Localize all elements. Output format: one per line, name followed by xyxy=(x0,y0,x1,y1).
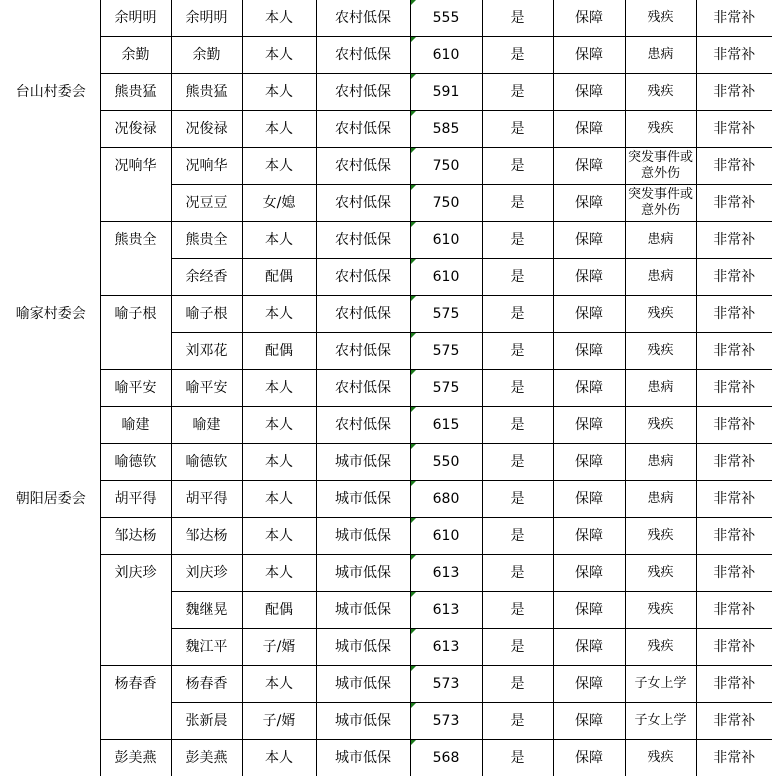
amount-cell[interactable]: 613 xyxy=(410,555,482,592)
member-name-cell[interactable]: 熊贵全 xyxy=(171,222,242,259)
table-row xyxy=(0,74,772,111)
flag-cell[interactable]: 是 xyxy=(482,333,553,370)
household-head-cell[interactable] xyxy=(100,259,171,296)
subsidy-kind-cell[interactable]: 非常补 xyxy=(696,148,772,185)
member-name-cell[interactable]: 彭美燕 xyxy=(171,740,242,777)
relation-cell[interactable]: 女/媳 xyxy=(242,185,316,222)
community-cell[interactable]: 台山村委会 xyxy=(0,74,100,111)
amount-cell[interactable]: 575 xyxy=(410,296,482,333)
community-cell[interactable] xyxy=(0,37,100,74)
amount-cell[interactable]: 613 xyxy=(410,592,482,629)
reason-cell[interactable]: 残疾 xyxy=(625,0,696,37)
table-row xyxy=(0,222,772,259)
category-cell[interactable]: 保障 xyxy=(553,444,625,481)
reason-cell[interactable]: 患病 xyxy=(625,444,696,481)
relation-cell[interactable]: 本人 xyxy=(242,148,316,185)
household-head-cell[interactable]: 喻平安 xyxy=(100,370,171,407)
household-head-cell[interactable]: 喻德钦 xyxy=(100,444,171,481)
subsidy-kind-cell[interactable]: 非常补 xyxy=(696,259,772,296)
member-name-cell[interactable]: 余明明 xyxy=(171,0,242,37)
member-name-cell[interactable]: 喻德钦 xyxy=(171,444,242,481)
subsidy-kind-cell[interactable]: 非常补 xyxy=(696,111,772,148)
relation-cell[interactable]: 本人 xyxy=(242,666,316,703)
subsidy-kind-cell[interactable]: 非常补 xyxy=(696,407,772,444)
community-cell[interactable] xyxy=(0,666,100,703)
category-cell[interactable]: 保障 xyxy=(553,148,625,185)
household-head-cell[interactable]: 熊贵全 xyxy=(100,222,171,259)
relation-cell[interactable]: 本人 xyxy=(242,370,316,407)
member-name-cell[interactable]: 张新晨 xyxy=(171,703,242,740)
assistance-type-cell[interactable]: 农村低保 xyxy=(316,0,410,37)
flag-cell[interactable]: 是 xyxy=(482,703,553,740)
assistance-type-cell[interactable]: 城市低保 xyxy=(316,629,410,666)
category-cell[interactable]: 保障 xyxy=(553,37,625,74)
subsidy-kind-cell[interactable]: 非常补 xyxy=(696,370,772,407)
community-cell[interactable] xyxy=(0,148,100,185)
member-name-cell[interactable]: 喻平安 xyxy=(171,370,242,407)
reason-cell[interactable]: 患病 xyxy=(625,259,696,296)
subsidy-kind-cell[interactable]: 非常补 xyxy=(696,481,772,518)
table-row xyxy=(0,740,772,777)
assistance-type-cell[interactable]: 农村低保 xyxy=(316,74,410,111)
member-name-cell[interactable]: 熊贵猛 xyxy=(171,74,242,111)
relation-cell[interactable]: 本人 xyxy=(242,222,316,259)
reason-cell[interactable]: 残疾 xyxy=(625,555,696,592)
household-head-cell[interactable] xyxy=(100,703,171,740)
relation-cell[interactable]: 子/婿 xyxy=(242,629,316,666)
amount-cell[interactable]: 585 xyxy=(410,111,482,148)
household-head-cell[interactable]: 余勤 xyxy=(100,37,171,74)
category-cell[interactable]: 保障 xyxy=(553,666,625,703)
subsidy-kind-cell[interactable]: 非常补 xyxy=(696,703,772,740)
member-name-cell[interactable]: 刘邓花 xyxy=(171,333,242,370)
flag-cell[interactable]: 是 xyxy=(482,740,553,777)
reason-cell[interactable]: 残疾 xyxy=(625,518,696,555)
flag-cell[interactable]: 是 xyxy=(482,259,553,296)
community-cell[interactable] xyxy=(0,740,100,777)
relation-cell[interactable]: 本人 xyxy=(242,407,316,444)
table-row xyxy=(0,666,772,703)
community-cell[interactable] xyxy=(0,555,100,592)
household-head-cell[interactable]: 彭美燕 xyxy=(100,740,171,777)
table-row xyxy=(0,518,772,555)
household-head-cell[interactable]: 况俊禄 xyxy=(100,111,171,148)
table-row xyxy=(0,111,772,148)
relation-cell[interactable]: 本人 xyxy=(242,481,316,518)
subsidy-kind-cell[interactable]: 非常补 xyxy=(696,592,772,629)
member-name-cell[interactable]: 杨春香 xyxy=(171,666,242,703)
relation-cell[interactable]: 本人 xyxy=(242,444,316,481)
household-head-cell[interactable]: 杨春香 xyxy=(100,666,171,703)
flag-cell[interactable]: 是 xyxy=(482,148,553,185)
member-name-cell[interactable]: 刘庆珍 xyxy=(171,555,242,592)
reason-cell[interactable]: 残疾 xyxy=(625,592,696,629)
assistance-type-cell[interactable]: 城市低保 xyxy=(316,518,410,555)
amount-cell[interactable]: 750 xyxy=(410,148,482,185)
category-cell[interactable]: 保障 xyxy=(553,296,625,333)
category-cell[interactable]: 保障 xyxy=(553,370,625,407)
member-name-cell[interactable]: 胡平得 xyxy=(171,481,242,518)
member-name-cell[interactable]: 况俊禄 xyxy=(171,111,242,148)
flag-cell[interactable]: 是 xyxy=(482,0,553,37)
household-head-cell[interactable]: 熊贵猛 xyxy=(100,74,171,111)
amount-cell[interactable]: 680 xyxy=(410,481,482,518)
assistance-type-cell[interactable]: 农村低保 xyxy=(316,259,410,296)
category-cell[interactable]: 保障 xyxy=(553,518,625,555)
assistance-type-cell[interactable]: 城市低保 xyxy=(316,444,410,481)
table-row xyxy=(0,555,772,592)
member-name-cell[interactable]: 喻子根 xyxy=(171,296,242,333)
household-head-cell[interactable]: 喻子根 xyxy=(100,296,171,333)
assistance-type-cell[interactable]: 城市低保 xyxy=(316,592,410,629)
relation-cell[interactable]: 本人 xyxy=(242,74,316,111)
subsidy-kind-cell[interactable]: 非常补 xyxy=(696,296,772,333)
subsidy-kind-cell[interactable]: 非常补 xyxy=(696,444,772,481)
relation-cell[interactable]: 本人 xyxy=(242,296,316,333)
subsidy-kind-cell[interactable]: 非常补 xyxy=(696,185,772,222)
table-row xyxy=(0,37,772,74)
amount-cell[interactable]: 610 xyxy=(410,259,482,296)
relation-cell[interactable]: 配偶 xyxy=(242,592,316,629)
amount-cell[interactable]: 568 xyxy=(410,740,482,777)
subsidy-kind-cell[interactable]: 非常补 xyxy=(713,750,756,766)
category-cell[interactable]: 保障 xyxy=(553,185,625,222)
member-name-cell[interactable]: 魏继晃 xyxy=(171,592,242,629)
reason-cell[interactable]: 残疾 xyxy=(625,407,696,444)
flag-cell[interactable]: 是 xyxy=(482,296,553,333)
category-cell[interactable]: 保障 xyxy=(553,259,625,296)
community-cell[interactable] xyxy=(0,407,100,444)
member-name-cell[interactable]: 余经香 xyxy=(171,259,242,296)
relation-cell[interactable]: 本人 xyxy=(242,0,316,37)
reason-cell[interactable]: 残疾 xyxy=(625,740,696,777)
flag-cell[interactable]: 是 xyxy=(482,444,553,481)
subsidy-kind-cell[interactable]: 非常补 xyxy=(696,555,772,592)
assistance-type-cell[interactable]: 农村低保 xyxy=(316,185,410,222)
table-row xyxy=(0,407,772,444)
relation-cell[interactable]: 配偶 xyxy=(242,333,316,370)
community-cell[interactable] xyxy=(0,111,100,148)
amount-cell[interactable]: 591 xyxy=(410,74,482,111)
amount-cell[interactable]: 750 xyxy=(410,185,482,222)
category-cell[interactable]: 保障 xyxy=(553,222,625,259)
household-head-cell[interactable] xyxy=(100,592,171,629)
assistance-type-cell[interactable]: 城市低保 xyxy=(316,666,410,703)
category-cell[interactable]: 保障 xyxy=(553,333,625,370)
category-cell[interactable]: 保障 xyxy=(553,740,625,777)
table-row xyxy=(0,259,772,296)
reason-cell[interactable]: 子女上学 xyxy=(625,666,696,703)
reason-cell[interactable]: 患病 xyxy=(625,481,696,518)
assistance-type-cell[interactable]: 农村低保 xyxy=(316,111,410,148)
amount-cell[interactable]: 613 xyxy=(410,629,482,666)
amount-cell[interactable]: 573 xyxy=(410,703,482,740)
household-head-cell[interactable]: 胡平得 xyxy=(100,481,171,518)
flag-cell[interactable]: 是 xyxy=(482,592,553,629)
subsidy-kind-cell[interactable]: 非常补 xyxy=(696,222,772,259)
table-row xyxy=(0,703,772,740)
member-name-cell[interactable]: 喻建 xyxy=(171,407,242,444)
relation-cell[interactable]: 本人 xyxy=(242,740,316,777)
assistance-type-cell[interactable]: 农村低保 xyxy=(316,296,410,333)
household-head-cell[interactable] xyxy=(100,333,171,370)
flag-cell[interactable]: 是 xyxy=(482,74,553,111)
table-row xyxy=(0,185,772,222)
table-row xyxy=(0,0,772,37)
reason-cell[interactable]: 残疾 xyxy=(625,629,696,666)
category-cell[interactable]: 保障 xyxy=(553,111,625,148)
relation-cell[interactable]: 本人 xyxy=(242,111,316,148)
household-head-cell[interactable] xyxy=(100,629,171,666)
relation-cell[interactable]: 配偶 xyxy=(242,259,316,296)
member-name-cell[interactable]: 况豆豆 xyxy=(171,185,242,222)
table-row xyxy=(0,148,772,185)
member-name-cell[interactable]: 余勤 xyxy=(171,37,242,74)
community-cell[interactable]: 朝阳居委会 xyxy=(0,481,100,518)
subsidy-kind-cell[interactable]: 非常补 xyxy=(696,666,772,703)
amount-cell[interactable]: 573 xyxy=(410,666,482,703)
subsidy-kind-cell[interactable]: 非常补 xyxy=(696,333,772,370)
flag-cell[interactable]: 是 xyxy=(482,481,553,518)
flag-cell[interactable]: 是 xyxy=(482,185,553,222)
flag-cell[interactable]: 是 xyxy=(482,370,553,407)
reason-cell[interactable]: 残疾 xyxy=(625,333,696,370)
category-cell[interactable]: 保障 xyxy=(553,0,625,37)
relation-cell[interactable]: 本人 xyxy=(242,37,316,74)
community-cell[interactable] xyxy=(0,222,100,259)
category-cell[interactable]: 保障 xyxy=(553,629,625,666)
reason-cell[interactable]: 残疾 xyxy=(625,111,696,148)
flag-cell[interactable]: 是 xyxy=(482,666,553,703)
category-cell[interactable]: 保障 xyxy=(553,555,625,592)
relation-cell[interactable]: 子/婿 xyxy=(242,703,316,740)
community-cell[interactable] xyxy=(0,370,100,407)
assistance-type-cell[interactable]: 城市低保 xyxy=(316,555,410,592)
subsidy-kind-cell[interactable]: 非常补 xyxy=(696,518,772,555)
reason-cell[interactable]: 患病 xyxy=(625,37,696,74)
community-cell[interactable] xyxy=(0,518,100,555)
category-cell[interactable]: 保障 xyxy=(553,74,625,111)
relation-cell[interactable]: 本人 xyxy=(242,518,316,555)
reason-cell[interactable]: 患病 xyxy=(625,222,696,259)
household-head-cell[interactable]: 况响华 xyxy=(100,148,171,185)
table-row xyxy=(0,592,772,629)
flag-cell[interactable]: 是 xyxy=(482,629,553,666)
table-row xyxy=(0,333,772,370)
member-name-cell[interactable]: 魏江平 xyxy=(171,629,242,666)
amount-cell[interactable]: 610 xyxy=(410,222,482,259)
assistance-type-cell[interactable]: 城市低保 xyxy=(316,481,410,518)
relation-cell[interactable]: 本人 xyxy=(242,555,316,592)
table-row xyxy=(0,296,772,333)
community-cell[interactable] xyxy=(0,259,100,296)
subsidy-kind-cell[interactable]: 非常补 xyxy=(696,74,772,111)
reason-cell[interactable]: 突发事件或意外伤 xyxy=(625,185,696,222)
community-cell[interactable] xyxy=(0,592,100,629)
community-cell[interactable]: 喻家村委会 xyxy=(0,296,100,333)
subsidy-kind-cell[interactable]: 非常补 xyxy=(696,0,772,37)
household-head-cell[interactable]: 刘庆珍 xyxy=(100,555,171,592)
amount-cell[interactable]: 550 xyxy=(410,444,482,481)
household-head-cell[interactable]: 余明明 xyxy=(100,0,171,37)
assistance-type-cell[interactable]: 农村低保 xyxy=(316,37,410,74)
assistance-type-cell[interactable]: 农村低保 xyxy=(316,370,410,407)
flag-cell[interactable]: 是 xyxy=(482,222,553,259)
category-cell[interactable]: 保障 xyxy=(553,592,625,629)
community-cell[interactable] xyxy=(0,0,100,37)
community-cell[interactable] xyxy=(0,333,100,370)
assistance-type-cell[interactable]: 农村低保 xyxy=(316,222,410,259)
community-cell[interactable] xyxy=(0,703,100,740)
assistance-type-cell[interactable]: 农村低保 xyxy=(316,407,410,444)
flag-cell[interactable]: 是 xyxy=(482,407,553,444)
subsidy-kind-cell[interactable]: 非常补 xyxy=(696,37,772,74)
amount-cell[interactable]: 615 xyxy=(410,407,482,444)
flag-cell[interactable]: 是 xyxy=(482,518,553,555)
flag-cell[interactable]: 是 xyxy=(482,111,553,148)
category-cell[interactable]: 保障 xyxy=(553,481,625,518)
assistance-type-cell[interactable]: 城市低保 xyxy=(316,740,410,777)
community-cell[interactable] xyxy=(0,185,100,222)
subsidy-kind-cell[interactable]: 非常补 xyxy=(696,629,772,666)
reason-cell[interactable]: 子女上学 xyxy=(625,703,696,740)
table-row xyxy=(0,481,772,518)
member-name-cell[interactable]: 况响华 xyxy=(171,148,242,185)
reason-cell[interactable]: 残疾 xyxy=(625,74,696,111)
assistance-type-cell[interactable]: 农村低保 xyxy=(316,333,410,370)
amount-cell[interactable]: 575 xyxy=(410,333,482,370)
assistance-type-cell[interactable]: 农村低保 xyxy=(316,148,410,185)
category-cell[interactable]: 保障 xyxy=(553,407,625,444)
assistance-type-cell[interactable]: 城市低保 xyxy=(316,703,410,740)
category-cell[interactable]: 保障 xyxy=(553,703,625,740)
amount-cell[interactable]: 610 xyxy=(410,518,482,555)
table-row xyxy=(0,370,772,407)
community-cell[interactable] xyxy=(0,444,100,481)
reason-cell[interactable]: 突发事件或意外伤 xyxy=(625,148,696,185)
flag-cell[interactable]: 是 xyxy=(482,555,553,592)
reason-cell[interactable]: 残疾 xyxy=(625,296,696,333)
member-name-cell[interactable]: 邹达杨 xyxy=(171,518,242,555)
amount-cell[interactable]: 575 xyxy=(410,370,482,407)
table-row xyxy=(0,444,772,481)
table-row xyxy=(0,629,772,666)
community-cell[interactable] xyxy=(0,629,100,666)
household-head-cell[interactable] xyxy=(100,185,171,222)
household-head-cell[interactable]: 邹达杨 xyxy=(100,518,171,555)
flag-cell[interactable]: 是 xyxy=(482,37,553,74)
reason-cell[interactable]: 患病 xyxy=(625,370,696,407)
amount-cell[interactable]: 555 xyxy=(410,0,482,37)
amount-cell[interactable]: 610 xyxy=(410,37,482,74)
household-head-cell[interactable]: 喻建 xyxy=(100,407,171,444)
